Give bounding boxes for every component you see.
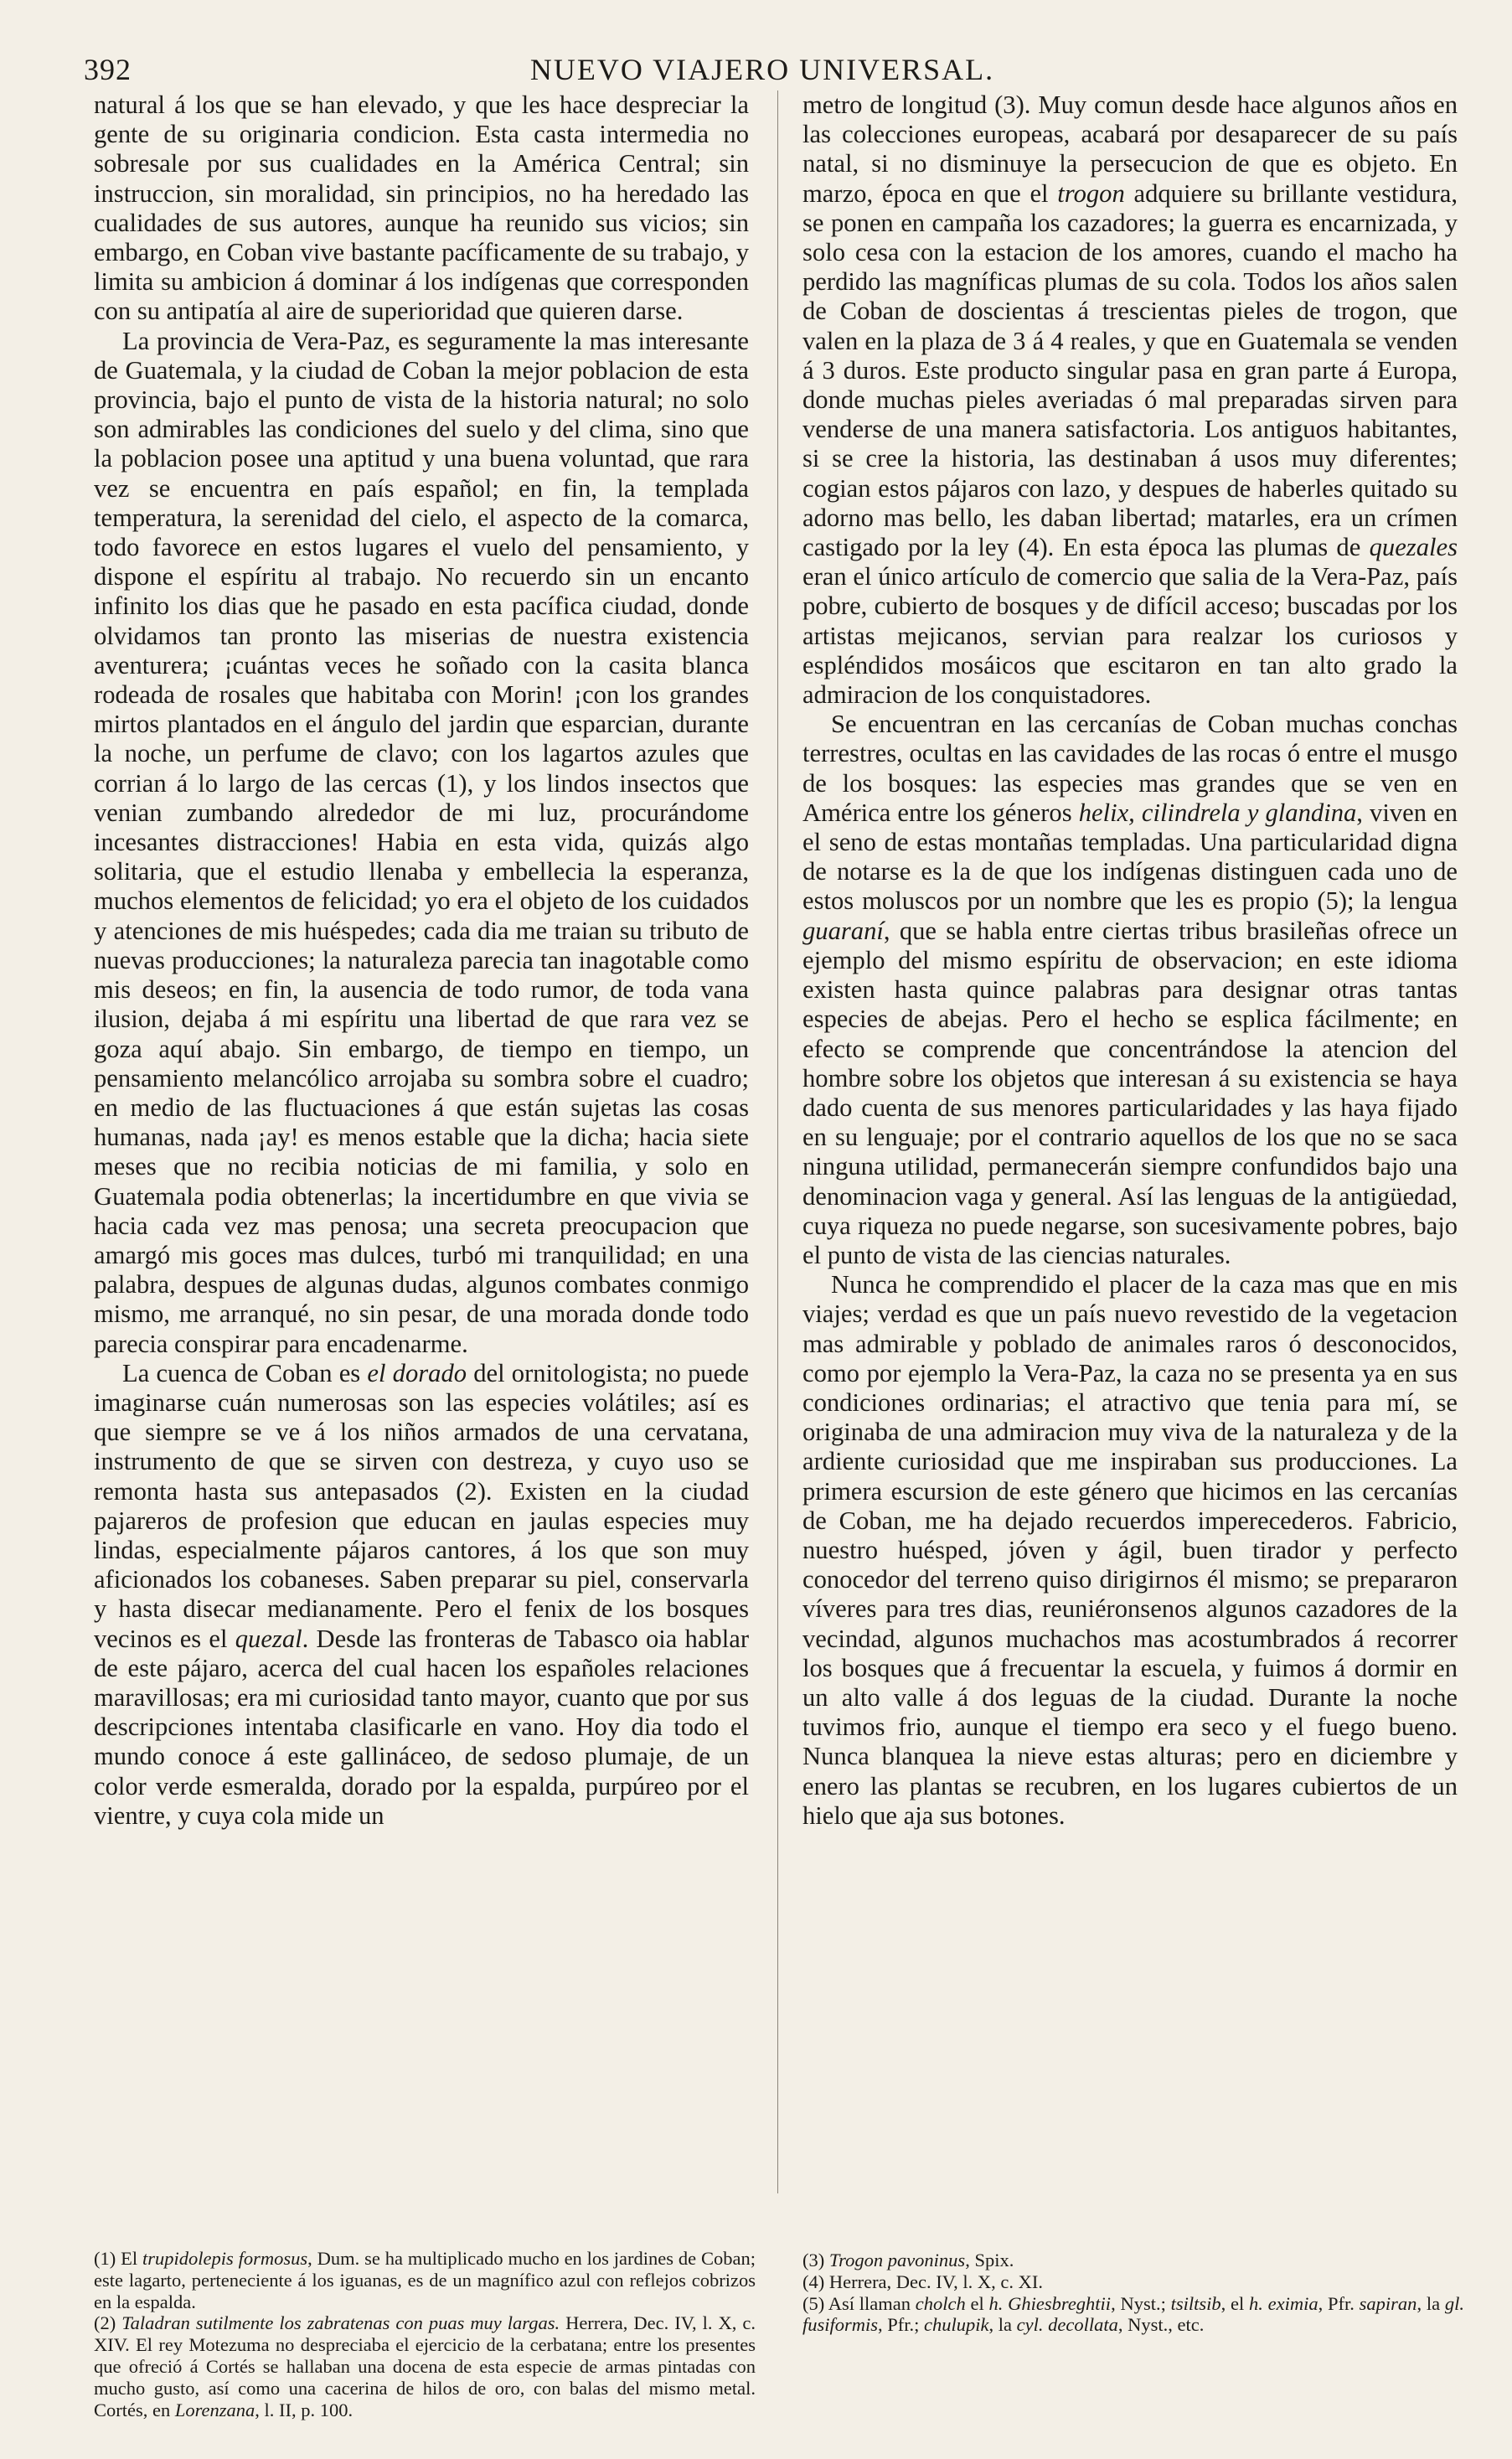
text-run: La cuenca de Coban es	[122, 1358, 368, 1387]
text-run: , la	[1417, 2292, 1445, 2314]
italic-term: el dorado	[367, 1358, 467, 1387]
text-run: , que se habla entre ciertas tribus brasileñas ofrece un ejemplo del mismo espíritu de observacion; en este idioma existen hasta quince palabras para designar otras tantas especies de abejas. Pero el hecho se esplica fácilmente; en efecto se comprende que concentrándose la atencion del hombre sobre los objetos que interesan á su existencia se haya dado cuenta de sus menores particularidades y las haya fijado en su lenguaje; por el contrario aquellos de los que no se saca ninguna utilidad, permanecerán siempre confundidos bajo una denominacion vaga y general. Así las lenguas de la antigüedad, cuya riqueza no puede negarse, son sucesivamente pobres, bajo el punto de vista de las ciencias naturales.	[802, 916, 1458, 1269]
italic-term: tsiltsib	[1170, 2292, 1221, 2314]
text-run: . Desde las fronteras de Tabasco oia hablar de este pájaro, acerca del cual hacen los españoles relaciones maravillosas; era mi curiosidad tanto mayor, cuanto que por sus descripciones intentaba clasificarle en vano. Hoy dia todo el mundo conoce á este gallináceo, de sedoso plumaje, de un color verde esmeralda, dorado por la espalda, purpúreo por el vientre, y cuya cola mide un	[94, 1624, 749, 1830]
column-divider	[777, 90, 778, 2193]
left-column	[94, 90, 749, 2219]
footnotes-left	[94, 2248, 756, 2424]
text-run: el	[965, 2292, 989, 2314]
running-title: NUEVO VIAJERO UNIVERSAL.	[529, 53, 995, 86]
page-header	[84, 52, 1441, 89]
italic-term: cyl. decollata	[1016, 2314, 1118, 2336]
italic-term: Taladran sutilmente los zabratenas con puas muy largas.	[121, 2312, 560, 2334]
text-run: , Pfr.	[1318, 2292, 1360, 2314]
text-run: eran el único artículo de comercio que salia de la Vera-Paz, país pobre, cubierto de bosques y de difícil acceso; buscadas por los artistas mejicanos, servian para realzar los curiosos y espléndidos mosáicos que escitaron en tan alto grado la admiracion de los conquistadores.	[802, 562, 1458, 710]
text-run: , Dum. se ha multiplicado mucho en los jardines de Coban; este lagarto, perteneciente á los iguanas, es de un magnífico azul con reflejos cobrizos en la espalda.	[94, 2248, 756, 2312]
text-run: (3)	[802, 2250, 829, 2270]
paragraph	[802, 90, 1458, 710]
paragraph	[802, 710, 1458, 1270]
italic-term: cholch	[915, 2292, 966, 2314]
text-run: , l. II, p. 100.	[255, 2399, 353, 2420]
text-run: (2)	[94, 2312, 122, 2334]
italic-term: Trogon pavoninus	[828, 2250, 966, 2270]
text-run: metro de longitud (3). Muy comun desde hace algunos años en las colecciones europeas, acabará por desaparecer de su país natal, si no disminuye la persecucion de que es objeto. En marzo, época en que el	[802, 90, 1458, 208]
italic-term: sapiran	[1359, 2292, 1417, 2314]
paragraph: La provincia de Vera-Paz, es seguramente la mas interesante de Guatemala, y la ciudad de Coban la mejor poblacion de esta provincia, bajo el punto de vista de la historia natural; no solo son admirables las condiciones del suelo y del clima, sino que la poblacion posee una aptitud y una buena voluntad, que rara vez se encuentra en país español; en fin, la templada temperatura, la serenidad del cielo, el aspecto de la comarca, todo favorece en estos lugares el vuelo del pensamiento, y dispone el espíritu al trabajo. No recuerdo sin un encanto infinito los dias que he pasado en esta pacífica ciudad, donde olvidamos tan pronto las miserias de nuestra existencia aventurera; ¡cuántas veces he soñado con la casita blanca rodeada de rosales que habitaba con Morin! ¡con los grandes mirtos plantados en el ángulo del jardin que esparcian, durante la noche, un perfume de clavo; con los lagartos azules que corrian á lo largo de las cercas (1), y los lindos insectos que venian zumbando alrededor de mi luz, procurándome incesantes distracciones! Habia en esta vida, quizás algo solitaria, que el estudio llenaba y embellecia la esperanza, muchos elementos de felicidad; yo era el objeto de los cuidados y atenciones de mis huéspedes; cada dia me traian su tributo de nuevas producciones; la naturaleza parecia tan inagotable como mis deseos; en fin, la ausencia de todo rumor, de toda vana ilusion, dejaba á mi espíritu una libertad de que rara vez se goza aquí abajo. Sin embargo, de tiempo en tiempo, un pensamiento melancólico arrojaba su sombra sobre el cuadro; en medio de las fluctuaciones á que están sujetas las cosas humanas, nada ¡ay! es menos estable que la dicha; hacia siete meses que no recibia noticias de mi familia, y solo en Guatemala podia obtenerlas; la incertidumbre en que vivia se hacia cada vez mas penosa; una secreta preocupacion que amargó mis goces mas dulces, turbó mi tranquilidad; en una palabra, despues de algunas dudas, algunos combates conmigo mismo, me arranqué, no sin pesar, de una morada donde todo parecia conspirar para encadenarme.	[94, 326, 749, 1358]
italic-term: trogon	[1057, 178, 1125, 208]
text-run: , Nyst., etc.	[1117, 2314, 1205, 2336]
text-run: Se encuentran en las cercanías de Coban muchas conchas terrestres, ocultas en las cavidades de las rocas ó entre el musgo de los bosques: las especies mas grandes que se ven en América entre los géneros	[802, 710, 1458, 827]
italic-term: Lorenzana	[174, 2399, 255, 2420]
footnote: (4) Herrera, Dec. IV, l. X, c. XI.	[802, 2270, 1043, 2292]
italic-term: h. Ghiesbreghtii	[988, 2292, 1112, 2314]
italic-term: gl. fusiformis	[802, 2292, 1464, 2336]
text-run: , Nyst.;	[1111, 2292, 1171, 2314]
text-run: , Pfr.;	[878, 2314, 925, 2336]
text-run: , el	[1220, 2292, 1250, 2314]
footnote	[94, 2312, 756, 2420]
paragraph: natural á los que se han elevado, y que les hace despreciar la gente de su originaria condicion. Esta casta intermedia no sobresale por sus cualidades en la América Central; sin instruccion, sin moralidad, sin principios, no ha heredado las cualidades de sus autores, aunque ha reunido sus vicios; sin embargo, en Coban vive bastante pacíficamente de su trabajo, y limita su ambicion á dominar á los indígenas que corresponden con su antipatía al aire de superioridad que quieren darse.	[94, 90, 749, 326]
right-column	[802, 90, 1458, 2219]
italic-term: guaraní	[802, 916, 884, 945]
text-run: , Spix.	[965, 2250, 1014, 2270]
footnote	[94, 2248, 756, 2312]
paragraph: Nunca he comprendido el placer de la caza mas que en mis viajes; verdad es que un país nuevo revestido de la vegetacion mas admirable y poblado de animales raros ó desconocidos, como por ejemplo la Vera-Paz, la caza no se presenta ya en sus condiciones ordinarias; el atractivo que tenia para mí, se originaba de una admiracion muy viva de la naturaleza y de la ardiente curiosidad que me inspiraban sus producciones. La primera escursion de este género que hicimos en las cercanías de Coban, me ha dejado recuerdos imperecederos. Fabricio, nuestro huésped, jóven y ágil, buen tirador y perfecto conocedor del terreno quiso dirigirnos él mismo; se prepararon víveres para tres dias, reuniéronsenos algunos cazadores de la vecindad, algunos muchachos mas acostumbrados á recorrer los bosques que á frecuentar la escuela, y fuimos á dormir en un alto valle á dos leguas de la ciudad. Durante la noche tuvimos frio, aunque el tiempo era seco y el fuego bueno. Nunca blanquea la nieve estas alturas; pero en diciembre y enero las plantas se recubren, en los lugares cubiertos de un hielo que aja sus botones.	[802, 1270, 1458, 1830]
italic-term: h. eximia	[1249, 2292, 1318, 2314]
footnote	[802, 2293, 1464, 2337]
italic-term: chulupik	[924, 2314, 989, 2336]
italic-term: trupidolepis formosus	[142, 2248, 308, 2269]
footnote	[802, 2250, 1464, 2271]
text-run: (1) El	[94, 2248, 142, 2269]
text-run: Herrera, Dec. IV, l. X, c. XIV. El rey Motezuma no despreciaba el ejercicio de la cerbatana; entre los presentes que ofreció á Cortés se hallaban una docena de esta especie de armas pintadas con mucho gusto, así como una cacerina de hilos de oro, con balas del mismo metal. Cortés, en	[94, 2312, 756, 2420]
italic-term: quezales	[1369, 533, 1458, 562]
text-run: , viven en el seno de estas montañas templadas. Una particularidad digna de notarse es la de que los indígenas distinguen cada uno de estos moluscos por un nombre que les es propio (5); la lengua	[802, 798, 1458, 916]
text-run: (5) Así llaman	[802, 2292, 916, 2314]
footnotes-right	[802, 2250, 1464, 2425]
text-run: , la	[988, 2314, 1017, 2336]
italic-term: helix, cilindrela y glandina	[1078, 798, 1357, 827]
italic-term: quezal	[235, 1624, 302, 1653]
paragraph	[94, 1359, 749, 1831]
page-number: 392	[84, 53, 132, 86]
text-run: del ornitologista; no puede imaginarse cuán numerosas son las especies volátiles; así es que siempre se ve á los niños armados de una cervatana, instrumento de que se sirven con destreza, y cuyo uso se remonta hasta sus antepasados (2). Existen en la ciudad pajareros de profesion que educan en jaulas especies muy lindas, especialmente pájaros cantores, á los que son muy aficionados los cobaneses. Saben preparar su piel, conservarla y hasta disecar medianamente. Pero el fenix de los bosques vecinos es el	[94, 1358, 749, 1653]
text-run: adquiere su brillante vestidura, se ponen en campaña los cazadores; la guerra es encarnizada, y solo cesa con la estacion de los amores, cuando el macho ha perdido las magníficas plumas de su cola. Todos los años salen de Coban de doscientas á trescientas pieles de trogon, que valen en la plaza de 3 á 4 reales, y que en Guatemala se venden á 3 duros. Este producto singular pasa en gran parte á Europa, donde muchas pieles averiadas ó mal preparadas sirven para venderse de una manera satisfactoria. Los antiguos habitantes, si se cree la historia, las destinaban á usos muy diferentes; cogian estos pájaros con lazo, y despues de haberles quitado su adorno mas bello, les daban libertad; matarles, era un crímen castigado por la ley (4). En esta época las plumas de	[802, 178, 1458, 562]
